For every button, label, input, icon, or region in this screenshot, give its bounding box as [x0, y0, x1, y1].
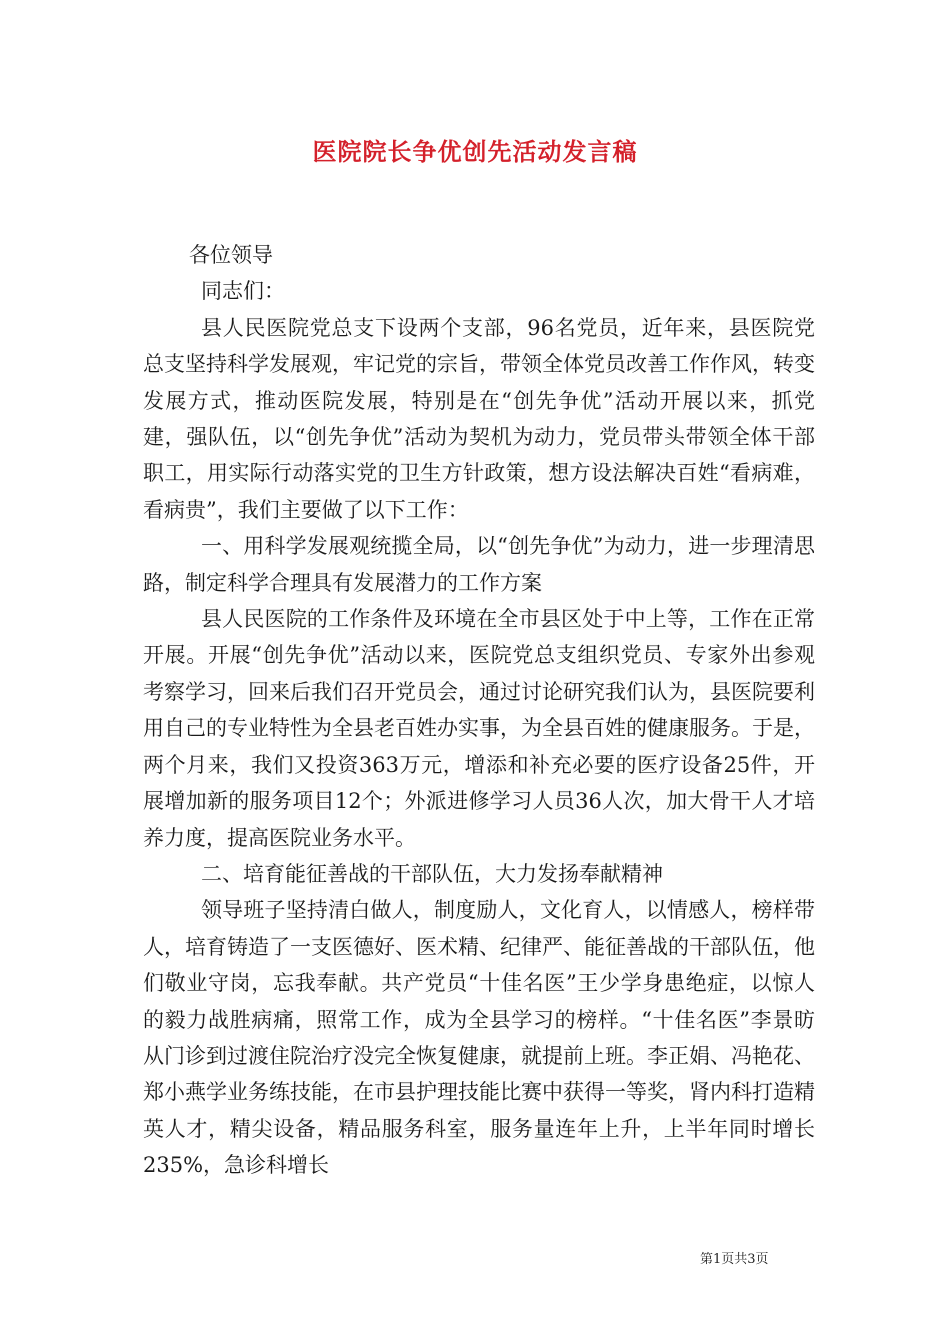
section-heading-2: 二、培育能征善战的干部队伍，大力发扬奉献精神: [201, 861, 663, 886]
document-body: [143, 237, 815, 1184]
salutation-leaders: 各位领导: [189, 243, 273, 267]
page-number-footer: 第1页共3页: [700, 1252, 769, 1267]
paragraph-section-2: 领导班子坚持清白做人，制度励人，文化育人，以情感人，榜样带人，培育铸造了一支医德好、医术精、纪律严、能征善战的干部队伍，他们敬业守岗，忘我奉献。共产党员“十佳名医”王少学身患绝症，以惊人的毅力战胜病痛，照常工作，成为全县学习的榜样。“十佳名医”李景昉从门诊到过渡住院治疗没完全恢复健康，就提前上班。李正娟、冯艳花、郑小燕学业务练技能，在市县护理技能比赛中获得一等奖，肾内科打造精英人才，精尖设备，精品服务科室，服务量连年上升，上半年同时增长235%，急诊科增长: [143, 898, 815, 1178]
document-title: 医院院长争优创先活动发言稿: [312, 137, 638, 166]
salutation-comrades: 同志们：: [201, 279, 285, 304]
paragraph-intro: 县人民医院党总支下设两个支部，96名党员，近年来，县医院党总支坚持科学发展观，牢记党的宗旨，带领全体党员改善工作作风，转变发展方式，推动医院发展，特别是在“创先争优”活动开展以来，抓党建，强队伍，以“创先争优”活动为契机为动力，党员带头带领全体干部职工，用实际行动落实党的卫生方针政策，想方设法解决百姓“看病难，看病贵”，我们主要做了以下工作：: [143, 315, 815, 522]
paragraph-section-1: 县人民医院的工作条件及环境在全市县区处于中上等，工作在正常开展。开展“创先争优”活动以来，医院党总支组织党员、专家外出参观考察学习，回来后我们召开党员会，通过讨论研究我们认为，县医院要利用自己的专业特性为全县老百姓办实事，为全县百姓的健康服务。于是，两个月来，我们又投资363万元，增添和补充必要的医疗设备25件，开展增加新的服务项目12个；外派进修学习人员36人次，加大骨干人才培养力度，提高医院业务水平。: [143, 607, 815, 850]
section-heading-1: 一、用科学发展观统揽全局，以“创先争优”为动力，进一步理清思路，制定科学合理具有发展潜力的工作方案: [143, 534, 815, 595]
